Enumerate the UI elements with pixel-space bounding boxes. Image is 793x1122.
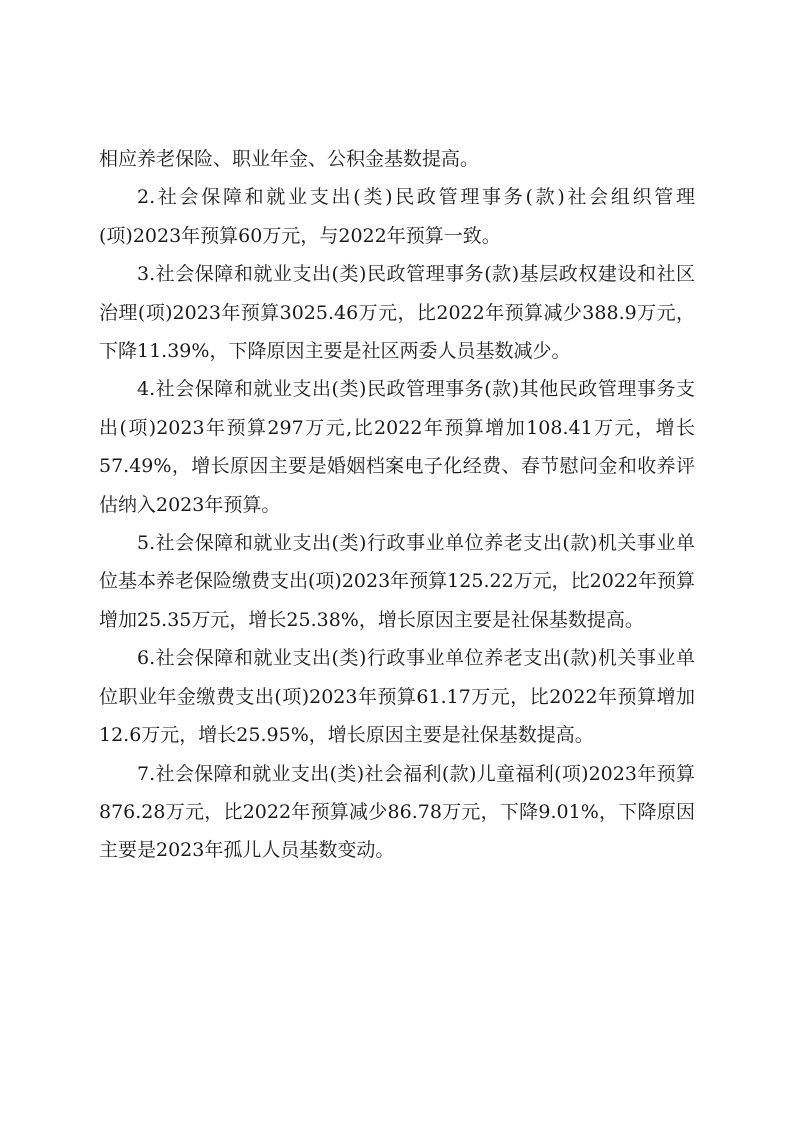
paragraph-item-6: 6.社会保障和就业支出(类)行政事业单位养老支出(款)机关事业单位职业年金缴费支出(项)2023年预算61.17万元，比2022年预算增加12.6万元，增长25.95%，增长原因主要是社保基数提高。 [99, 647, 695, 747]
paragraph-continuation: 相应养老保险、职业年金、公积金基数提高。 [99, 148, 480, 170]
paragraph-item-7: 7.社会保障和就业支出(类)社会福利(款)儿童福利(项)2023年预算876.28万元，比2022年预算减少86.78万元，下降9.01%，下降原因主要是2023年孤儿人员基数变动。 [99, 762, 695, 862]
paragraph-item-5: 5.社会保障和就业支出(类)行政事业单位养老支出(款)机关事业单位基本养老保险缴费支出(项)2023年预算125.22万元，比2022年预算增加25.35万元，增长25.38%，增长原因主要是社保基数提高。 [99, 532, 696, 631]
paragraph-item-3: 3.社会保障和就业支出(类)民政管理事务(款)基层政权建设和社区治理(项)2023年预算3025.46万元，比2022年预算减少388.9万元，下降11.39%，下降原因主要是社区两委人员基数减少。 [99, 263, 695, 363]
document-page [99, 140, 695, 870]
paragraph-item-4: 4.社会保障和就业支出(类)民政管理事务(款)其他民政管理事务支出(项)2023年预算297万元,比2022年预算增加108.41万元，增长57.49%，增长原因主要是婚姻档案电子化经费、春节慰问金和收养评估纳入2023年预算。 [99, 378, 695, 516]
paragraph-item-2: 2.社会保障和就业支出(类)民政管理事务(款)社会组织管理(项)2023年预算60万元，与2022年预算一致。 [99, 186, 695, 247]
